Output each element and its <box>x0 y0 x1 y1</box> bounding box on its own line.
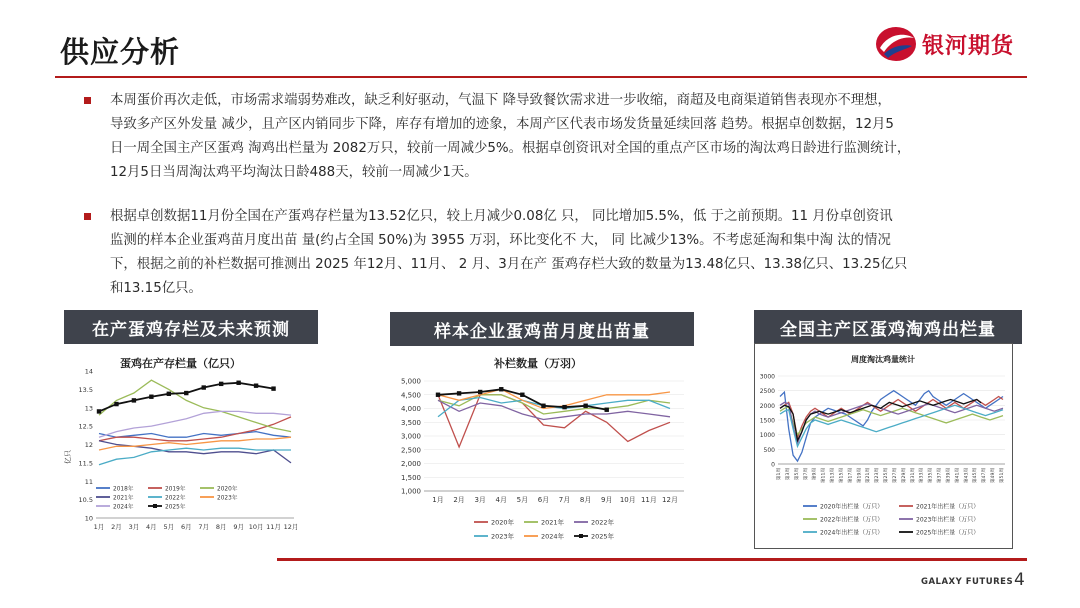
data-point <box>184 391 188 395</box>
data-point <box>202 385 206 389</box>
legend-label: 2021年 <box>113 495 134 502</box>
data-point <box>167 392 171 396</box>
legend-label: 2024年 <box>541 532 565 541</box>
legend-label: 2018年 <box>113 486 134 493</box>
legend-label: 2023年 <box>491 532 515 541</box>
legend-marker <box>579 534 583 538</box>
x-tick-label: 12月 <box>283 523 299 531</box>
legend-marker <box>153 504 157 508</box>
x-tick-label: 第13周 <box>830 468 836 484</box>
x-tick-label: 第17周 <box>848 468 854 484</box>
legend-label: 2025年 <box>591 532 615 541</box>
data-point <box>132 398 136 402</box>
legend-label: 2023年 <box>217 495 238 502</box>
chart-culling-svg <box>755 344 1012 548</box>
y-tick-label: 10 <box>84 514 93 523</box>
legend-label: 2025年 <box>165 504 186 511</box>
x-tick-label: 7月 <box>198 523 210 531</box>
chart-caption-1: 在产蛋鸡存栏及未来预测 <box>64 310 318 344</box>
paragraph-line: 导致多产区外发量 减少，且产区内销同步下降，库存有增加的迹象，本周产区代表市场发货量延续回落 趋势。根据卓创数据，12月5 <box>110 117 894 132</box>
y-tick-label: 14 <box>84 367 93 376</box>
x-tick-label: 第35周 <box>928 468 934 484</box>
y-tick-label: 3,000 <box>400 432 421 441</box>
y-tick-label: 4,000 <box>400 405 421 413</box>
paragraph-line: 日一周全国主产区蛋鸡 淘鸡出栏量为 2082万只，较前一周减少5%。根据卓创资讯对全国的重点产区市场的淘汰鸡日龄进行监测统计， <box>110 141 911 156</box>
legend-label: 2022年出栏量（万只） <box>820 516 884 524</box>
series-line <box>99 437 291 450</box>
series-line <box>99 432 291 438</box>
chart-culling <box>754 343 1013 549</box>
header-divider <box>55 76 1027 78</box>
company-logo <box>874 24 1014 64</box>
x-tick-label: 第41周 <box>955 468 961 484</box>
x-tick-label: 第3周 <box>785 468 791 481</box>
data-point <box>583 404 587 408</box>
galaxy-logo-icon <box>874 24 918 64</box>
paragraph-2 <box>90 205 907 301</box>
chart-inventory-svg <box>62 347 308 542</box>
data-point <box>236 381 240 385</box>
footer-brand: GALAXY FUTURES <box>921 577 1014 587</box>
y-axis-label: 亿只 <box>64 450 72 464</box>
x-tick-label: 6月 <box>537 496 550 504</box>
bullet-icon <box>84 97 91 104</box>
y-tick-label: 2500 <box>759 388 775 396</box>
x-tick-label: 5月 <box>163 523 175 531</box>
y-tick-label: 2,500 <box>400 446 421 455</box>
x-tick-label: 第29周 <box>901 468 907 484</box>
legend-label: 2021年 <box>541 518 565 527</box>
data-point <box>605 408 609 412</box>
x-tick-label: 第9周 <box>812 468 818 481</box>
legend-label: 2021年出栏量（万只） <box>916 503 980 511</box>
y-tick-label: 2000 <box>759 402 775 410</box>
data-point <box>149 395 153 399</box>
legend-label: 2022年 <box>591 518 615 527</box>
paragraph-line: 监测的样本企业蛋鸡苗月度出苗 量(约占全国 50%)为 3955 万羽，环比变化不 大， 同 比减少13%。不考虑延淘和集中淘 汰的情况 <box>110 233 891 248</box>
data-point <box>271 386 275 390</box>
series-line <box>438 400 670 419</box>
data-point <box>562 405 566 409</box>
paragraph-line: 根据卓创数据11月份全国在产蛋鸡存栏量为13.52亿只，较上月减少0.08亿 只， 同比增加5.5%，低 于之前预期。11 月份卓创资讯 <box>110 209 893 224</box>
chart-title: 周度淘汰鸡量统计 <box>851 355 915 364</box>
y-tick-label: 4,500 <box>400 391 421 400</box>
y-tick-label: 1500 <box>759 417 775 425</box>
logo-text: 银河期货 <box>922 33 1015 59</box>
data-point <box>541 404 545 408</box>
x-tick-label: 9月 <box>233 523 244 531</box>
x-tick-label: 第49周 <box>991 468 997 484</box>
x-tick-label: 9月 <box>600 496 613 504</box>
data-point <box>499 387 503 391</box>
data-point <box>520 393 524 397</box>
chart-chick-supply-svg <box>388 350 690 546</box>
y-tick-label: 5,000 <box>400 377 421 386</box>
x-tick-label: 第47周 <box>982 468 988 484</box>
legend-label: 2023年出栏量（万只） <box>916 516 980 524</box>
x-tick-label: 5月 <box>516 496 529 504</box>
chart-inventory <box>62 347 308 542</box>
legend-label: 2024年 <box>113 504 134 511</box>
y-tick-label: 13.5 <box>78 385 93 394</box>
x-tick-label: 10月 <box>248 523 264 531</box>
x-tick-label: 4月 <box>146 523 157 531</box>
footer-divider <box>277 558 1027 561</box>
x-tick-label: 第23周 <box>875 468 881 484</box>
data-point <box>436 393 440 397</box>
y-tick-label: 3000 <box>759 373 775 381</box>
legend-label: 2020年出栏量（万只） <box>820 503 884 511</box>
x-tick-label: 8月 <box>215 523 227 531</box>
data-point <box>114 402 118 406</box>
paragraph-line: 本周蛋价再次走低，市场需求端弱势难改，缺乏利好驱动，气温下 降导致餐饮需求进一步收缩，商超及电商渠道销售表现亦不理想， <box>110 93 891 108</box>
legend-label: 2024年出栏量（万只） <box>820 529 884 537</box>
x-tick-label: 6月 <box>180 523 192 531</box>
y-tick-label: 500 <box>763 446 775 454</box>
x-tick-label: 7月 <box>558 496 571 504</box>
x-tick-label: 第21周 <box>866 468 872 484</box>
y-tick-label: 13 <box>84 404 93 413</box>
y-tick-label: 12 <box>84 441 93 449</box>
x-tick-label: 4月 <box>495 496 508 504</box>
x-tick-label: 第37周 <box>937 468 943 484</box>
paragraph-line: 和13.15亿只。 <box>110 281 202 296</box>
chart-caption-2: 样本企业蛋鸡苗月度出苗量 <box>390 312 694 346</box>
data-point <box>478 390 482 394</box>
x-tick-label: 2月 <box>111 523 122 531</box>
x-tick-label: 第43周 <box>964 468 970 484</box>
x-tick-label: 第33周 <box>919 468 925 484</box>
x-tick-label: 10月 <box>619 496 636 504</box>
chart-title: 补栏数量（万羽） <box>494 357 582 370</box>
page-title: 供应分析 <box>60 35 181 69</box>
x-tick-label: 第25周 <box>884 468 890 484</box>
x-tick-label: 1月 <box>93 523 105 531</box>
bullet-icon <box>84 213 91 220</box>
x-tick-label: 第45周 <box>973 468 979 484</box>
legend-label: 2025年出栏量（万只） <box>916 529 980 537</box>
legend-label: 2022年 <box>165 495 186 502</box>
x-tick-label: 第19周 <box>857 468 863 484</box>
x-tick-label: 11月 <box>640 496 657 504</box>
x-tick-label: 12月 <box>662 496 678 504</box>
series-line <box>99 448 291 465</box>
series-line <box>438 395 670 447</box>
data-point <box>97 409 101 413</box>
page-number: 4 <box>1014 570 1025 590</box>
y-tick-label: 2,000 <box>400 460 421 468</box>
y-tick-label: 0 <box>771 461 775 469</box>
chart-chick-supply <box>388 350 690 546</box>
series-line <box>438 395 670 414</box>
x-tick-label: 3月 <box>128 523 140 531</box>
legend-label: 2019年 <box>165 486 186 493</box>
y-tick-label: 1,500 <box>400 473 421 482</box>
data-point <box>254 384 258 388</box>
data-point <box>457 391 461 395</box>
x-tick-label: 1月 <box>432 496 444 504</box>
y-tick-label: 1000 <box>759 432 775 440</box>
x-tick-label: 第11周 <box>821 468 827 484</box>
x-tick-label: 第39周 <box>946 468 952 484</box>
y-tick-label: 11 <box>84 477 93 486</box>
y-tick-label: 3,500 <box>400 418 421 427</box>
paragraph-line: 12月5日当周淘汰鸡平均淘汰日龄488天，较前一周减少1天。 <box>110 165 478 180</box>
legend-label: 2020年 <box>217 486 238 493</box>
x-tick-label: 第31周 <box>910 468 916 484</box>
x-tick-label: 8月 <box>579 496 592 504</box>
x-tick-label: 第5周 <box>794 468 800 481</box>
chart-caption-3: 全国主产区蛋鸡淘鸡出栏量 <box>754 310 1022 344</box>
x-tick-label: 第15周 <box>839 468 845 484</box>
y-tick-label: 11.5 <box>78 459 93 468</box>
y-tick-label: 12.5 <box>78 422 93 431</box>
x-tick-label: 第1周 <box>777 468 782 481</box>
x-tick-label: 11月 <box>266 523 281 531</box>
x-tick-label: 第7周 <box>803 468 809 481</box>
paragraph-1 <box>90 89 910 185</box>
legend-label: 2020年 <box>491 518 515 527</box>
x-tick-label: 第27周 <box>892 468 898 484</box>
data-point <box>219 382 223 386</box>
y-tick-label: 1,000 <box>400 487 421 496</box>
x-tick-label: 3月 <box>474 496 486 504</box>
x-tick-label: 第51周 <box>1000 468 1005 484</box>
x-tick-label: 2月 <box>453 496 465 504</box>
y-tick-label: 10.5 <box>78 496 93 505</box>
chart-title: 蛋鸡在产存栏量（亿只） <box>120 357 241 370</box>
series-line <box>99 380 291 431</box>
paragraph-line: 下，根据之前的补栏数据可推测出 2025 年12月、11月、 2 月、3月在产 蛋鸡存栏大致的数量为13.48亿只、13.38亿只、13.25亿只 <box>110 257 908 272</box>
